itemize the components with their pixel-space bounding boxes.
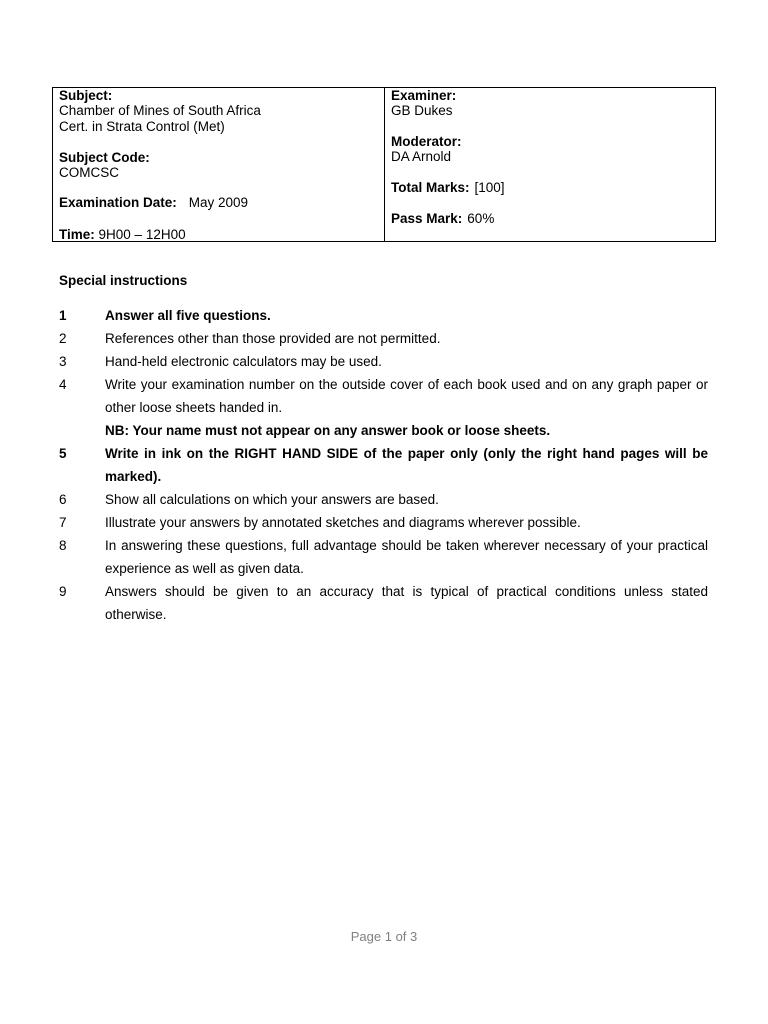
moderator-value: DA Arnold [391, 149, 452, 164]
pass-mark [391, 211, 494, 226]
exam-time-label: Time: [59, 227, 95, 242]
instruction-item [59, 327, 708, 350]
exam-time-value: 9H00 – 12H00 [98, 227, 186, 242]
instruction-number: 1 [59, 308, 67, 323]
subject-code-label: Subject Code: [59, 150, 150, 165]
instruction-text: Answers should be given to an accuracy that is typical of practical conditions unless stated otherwise. [105, 584, 708, 622]
pass-mark-label: Pass Mark: [391, 211, 463, 226]
examiner-value: GB Dukes [391, 103, 453, 118]
exam-date-label: Examination Date: [59, 195, 177, 210]
moderator-label: Moderator: [391, 134, 462, 149]
total-marks-value: [100] [474, 180, 505, 195]
exam-date [59, 195, 248, 210]
instruction-number: 4 [59, 377, 67, 392]
instruction-item [59, 534, 708, 580]
instruction-text: Illustrate your answers by annotated sketches and diagrams wherever possible. [105, 515, 581, 530]
header-left-cell [53, 88, 385, 241]
exam-date-value: May 2009 [188, 195, 249, 210]
total-marks [391, 180, 505, 195]
header-right-cell [385, 88, 715, 241]
exam-time [59, 227, 186, 242]
instruction-item [59, 373, 708, 442]
instruction-text: Show all calculations on which your answers are based. [105, 492, 439, 507]
instruction-item [59, 442, 708, 488]
instruction-item [59, 304, 708, 327]
exam-header-table [52, 87, 716, 242]
instruction-number: 2 [59, 331, 67, 346]
instruction-number: 7 [59, 515, 67, 530]
total-marks-label: Total Marks: [391, 180, 470, 195]
page-number: Page 1 of 3 [350, 929, 418, 944]
subject-code-value: COMCSC [59, 165, 119, 180]
instruction-list [59, 304, 708, 626]
instruction-number: 6 [59, 492, 67, 507]
subject-line-1: Chamber of Mines of South Africa [59, 103, 261, 118]
instruction-number: 8 [59, 538, 67, 553]
pass-mark-value: 60% [467, 211, 495, 226]
instruction-text: Answer all five questions. [105, 308, 271, 323]
instruction-number: 3 [59, 354, 67, 369]
subject-line-2: Cert. in Strata Control (Met) [59, 119, 225, 134]
instruction-text: References other than those provided are not permitted. [105, 331, 441, 346]
instruction-item [59, 488, 708, 511]
instruction-note: NB: Your name must not appear on any answer book or loose sheets. [105, 423, 551, 438]
instruction-number: 5 [59, 446, 67, 461]
instruction-text: Hand-held electronic calculators may be used. [105, 354, 382, 369]
instruction-item [59, 511, 708, 534]
instruction-number: 9 [59, 584, 67, 599]
instruction-text: In answering these questions, full advantage should be taken wherever necessary of your practical experience as well as given data. [105, 538, 708, 576]
instruction-block [105, 373, 708, 442]
examiner-label: Examiner: [391, 88, 457, 103]
special-instructions-heading: Special instructions [59, 273, 188, 288]
instruction-item [59, 350, 708, 373]
instruction-text: Write in ink on the RIGHT HAND SIDE of the paper only (only the right hand pages will be marked). [105, 446, 708, 484]
subject-label: Subject: [59, 88, 113, 103]
instruction-item [59, 580, 708, 626]
instruction-text: Write your examination number on the outside cover of each book used and on any graph paper or other loose sheets handed in. [105, 377, 708, 415]
